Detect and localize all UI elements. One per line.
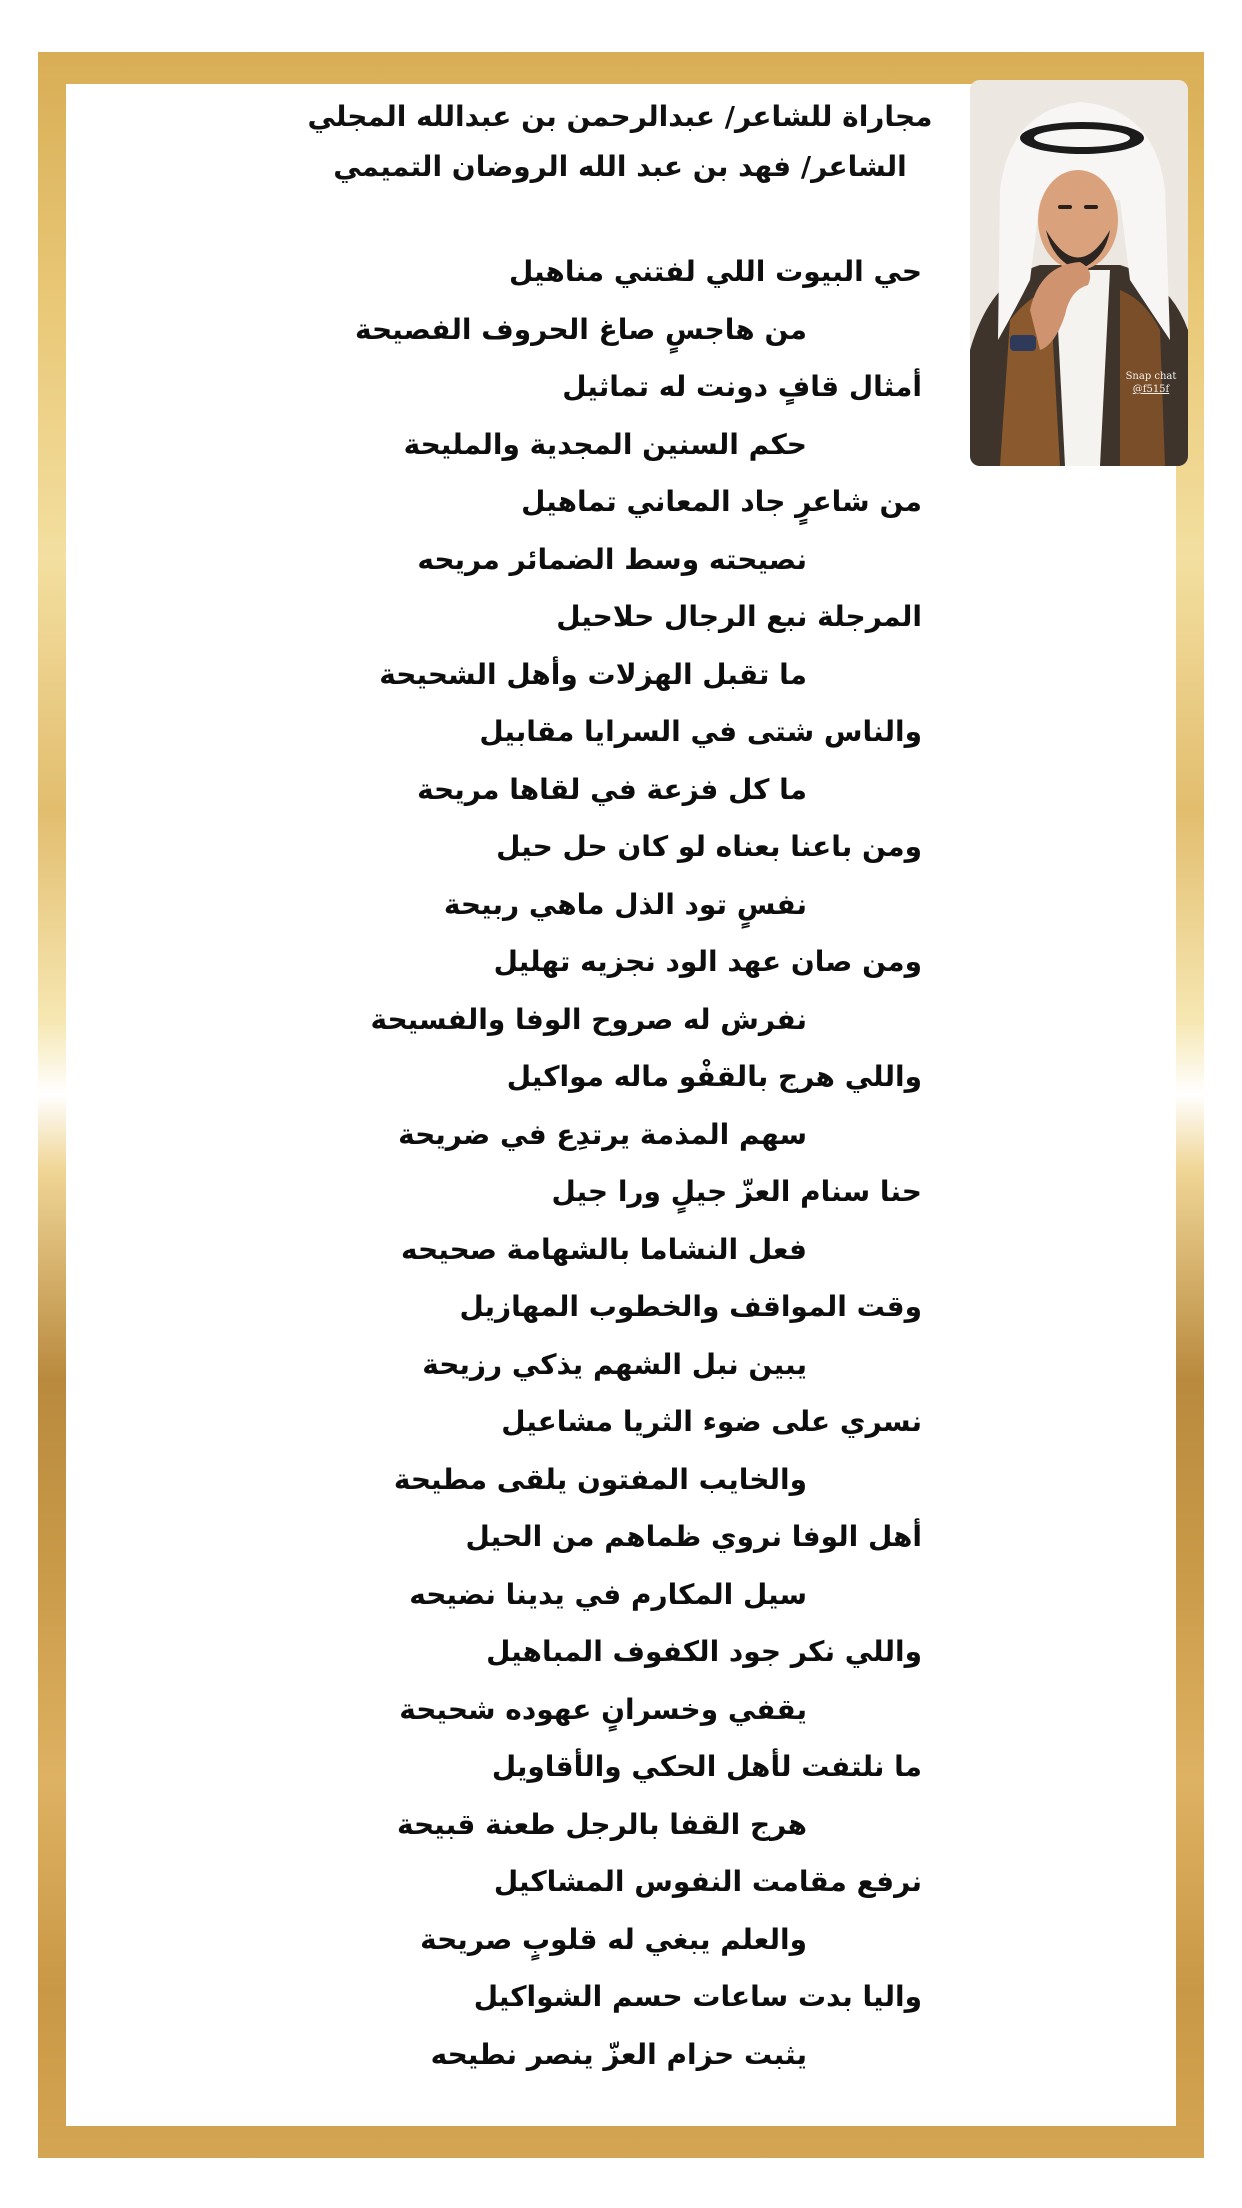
verse-line: من هاجسٍ صاغ الحروف الفصيحة	[355, 313, 807, 346]
verse-line: والناس شتى في السرايا مقابيل	[479, 715, 922, 748]
verse-line: يثبت حزام العزّ ينصر نطيحه	[430, 2038, 807, 2071]
verse-line: سيل المكارم في يدينا نضيحه	[409, 1578, 807, 1611]
snapchat-label: Snap chat	[1125, 371, 1177, 382]
verse-line: نصيحته وسط الضمائر مريحه	[417, 543, 807, 576]
poet-portrait-illustration	[970, 80, 1188, 466]
verse-line: واللي هرج بالقفْو ماله مواكيل	[506, 1060, 922, 1093]
header-line-1: مجاراة للشاعر/ عبدالرحمن بن عبدالله المجلي	[307, 100, 933, 133]
verse-line: سهم المذمة يرتدِع في ضريحة	[398, 1118, 807, 1151]
verse-line: وقت المواقف والخطوب المهازيل	[459, 1290, 922, 1323]
poet-photo	[970, 80, 1188, 466]
snapchat-caption	[1118, 370, 1184, 396]
verse-line: نفرش له صروح الوفا والفسيحة	[370, 1003, 807, 1036]
verse-line: نفسٍ تود الذل ماهي ربيحة	[443, 888, 807, 921]
verse-line: ما نلتفت لأهل الحكي والأقاويل	[491, 1750, 922, 1783]
verse-line: واليا بدت ساعات حسم الشواكيل	[473, 1980, 922, 2013]
verse-line: حنا سنام العزّ جيلٍ ورا جيل	[551, 1175, 922, 1208]
verse-line: ومن باعنا بعناه لو كان حل حيل	[496, 830, 922, 863]
verse-line: يبين نبل الشهم يذكي رزيحة	[422, 1348, 807, 1381]
verse-line: المرجلة نبع الرجال حلاحيل	[556, 600, 922, 633]
verse-line: ما كل فزعة في لقاها مريحة	[417, 773, 807, 806]
verse-line: حي البيوت اللي لفتني مناهيل	[509, 255, 922, 288]
verse-line: أهل الوفا نروي ظماهم من الحيل	[465, 1520, 922, 1553]
verse-line: والعلم يبغي له قلوبٍ صريحة	[420, 1923, 807, 1956]
verse-line: هرج القفا بالرجل طعنة قبيحة	[396, 1808, 807, 1841]
verse-line: حكم السنين المجدية والمليحة	[403, 428, 807, 461]
verse-line: ومن صان عهد الود نجزيه تهليل	[493, 945, 922, 978]
header-line-2: الشاعر/ فهد بن عبد الله الروضان التميمي	[333, 150, 907, 183]
verse-line: واللي نكر جود الكفوف المباهيل	[486, 1635, 922, 1668]
verse-line: نرفع مقامت النفوس المشاكيل	[493, 1865, 922, 1898]
verse-line: ما تقبل الهزلات وأهل الشحيحة	[379, 658, 807, 691]
verse-line: فعل النشاما بالشهامة صحيحه	[401, 1233, 807, 1266]
verse-line: من شاعرٍ جاد المعاني تماهيل	[521, 485, 922, 518]
verse-line: نسري على ضوء الثريا مشاعيل	[501, 1405, 922, 1438]
verse-line: أمثال قافٍ دونت له تماثيل	[562, 370, 922, 403]
verse-line: يقفي وخسرانٍ عهوده شحيحة	[399, 1693, 807, 1726]
snapchat-handle: @f515f	[1132, 384, 1170, 395]
verse-line: والخايب المفتون يلقى مطيحة	[393, 1463, 807, 1496]
